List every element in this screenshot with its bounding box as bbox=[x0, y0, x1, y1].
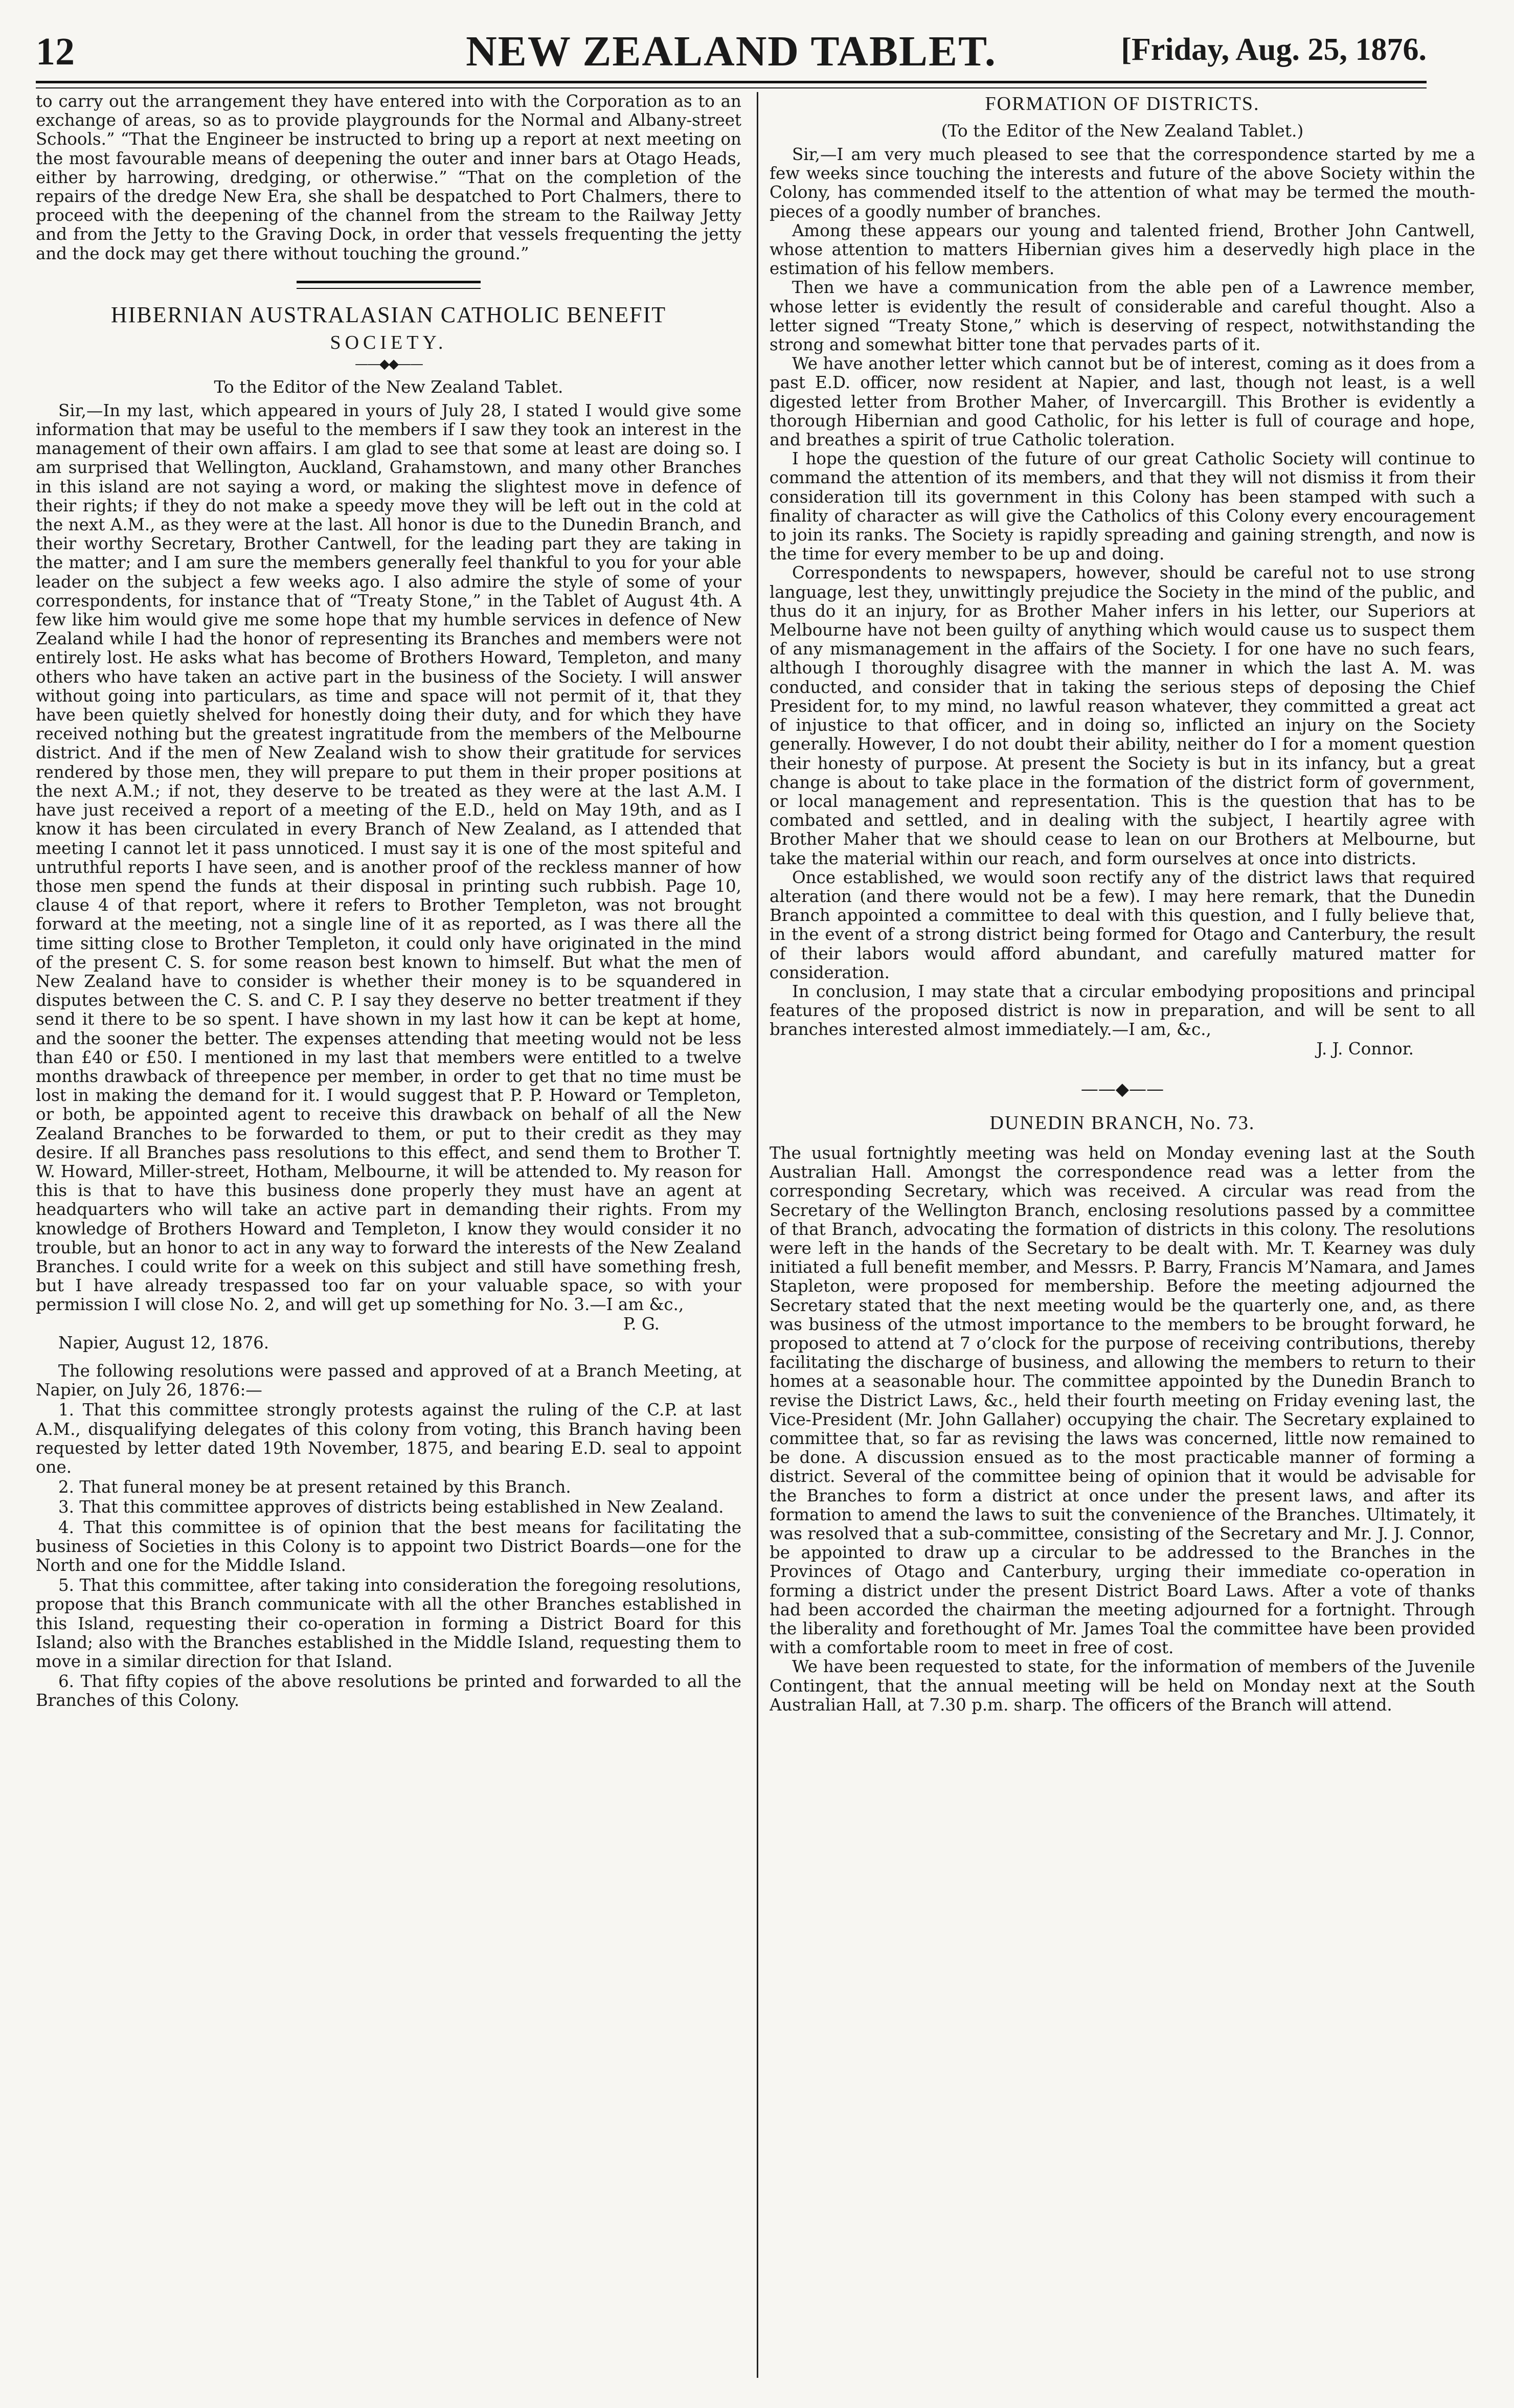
letter-paragraph: In conclusion, I may state that a circular embodying propositions and principal features of the proposed district is now in preparation, and will be sent to all branches interested almost immediately.—I am, &c., bbox=[770, 981, 1475, 1040]
ornament-divider: ——◆◆—— bbox=[355, 356, 422, 372]
page-number: 12 bbox=[36, 30, 75, 73]
article-heading-formation: FORMATION OF DISTRICTS. bbox=[985, 93, 1260, 115]
letter-paragraph: Then we have a communication from the able pen of a Lawrence member, whose letter is evidently the result of considerable and careful thought. Also a letter signed “Treaty Stone,” which is deserving of respect, notwithstanding the strong and somewhat bitter tone that pervades parts of it. bbox=[770, 278, 1475, 355]
article-heading-society: SOCIETY. bbox=[330, 331, 447, 353]
issue-date: [Friday, Aug. 25, 1876. bbox=[1121, 32, 1427, 67]
article-heading-hibernian: HIBERNIAN AUSTRALASIAN CATHOLIC BENEFIT bbox=[110, 302, 667, 327]
letter-paragraph: We have another letter which cannot but be of interest, coming as it does from a past E.D. officer, now resident at Napier, and last, though not least, is a well digested letter from Brother Maher, of Invercargill. This Brother is evidently a thorough Hibernian and good Catholic, for his letter is full of courage and hope, and breathes a spirit of true Catholic toleration. bbox=[770, 354, 1475, 450]
spacer bbox=[36, 1353, 741, 1362]
masthead-rule bbox=[36, 81, 1427, 88]
masthead bbox=[36, 20, 1427, 77]
resolution-item: 4. That this committee is of opinion that the best means for facilitating the business of Societies in this Colony is to appoint two District Boards—one for the North and one for the Middle Island. bbox=[36, 1517, 741, 1576]
to-editor-line: To the Editor of the New Zealand Tablet. bbox=[214, 376, 563, 397]
letter-dateline: Napier, August 12, 1876. bbox=[58, 1333, 269, 1353]
resolutions-intro: The following resolutions were passed and approved of at a Branch Meeting, at Napier, on July 26, 1876:— bbox=[36, 1361, 741, 1400]
letter-paragraph: Once established, we would soon rectify any of the district laws that required alteration (and there would not be a few). I may here remark, that the Dunedin Branch appointed a committee to deal with this question, and I fully believe that, in the event of a strong district being formed for Otago and Canterbury, the result of their labors would afford abundant, and carefully matured matter for consideration. bbox=[770, 867, 1475, 982]
to-editor-line: (To the Editor of the New Zealand Tablet.) bbox=[941, 121, 1304, 141]
resolution-item: 2. That funeral money be at present retained by this Branch. bbox=[58, 1477, 571, 1497]
letter-signature: J. J. Connor. bbox=[1316, 1039, 1414, 1059]
letter-paragraph: Sir,—I am very much pleased to see that the correspondence started by me a few weeks since touching the interests and future of the above Society within the Colony, has commended itself to the attention of what may be termed the mouth-pieces of a goodly number of branches. bbox=[770, 145, 1475, 221]
resolution-item: 6. That fifty copies of the above resolutions be printed and forwarded to all the Branches of this Colony. bbox=[36, 1672, 741, 1711]
resolution-item: 3. That this committee approves of districts being established in New Zealand. bbox=[58, 1497, 724, 1517]
letter-paragraph: Among these appears our young and talented friend, Brother John Cantwell, whose attention to matters Hibernian gives him a deservedly high place in the estimation of his fellow members. bbox=[770, 220, 1475, 279]
resolution-item: 5. That this committee, after taking into consideration the foregoing resolutions, propose that this Branch communicate with all the other Branches established in this Island, requesting their co-operation in forming a District Board for this Island; also with the Branches established in the Middle Island, requesting them to move in a similar direction for that Island. bbox=[36, 1576, 741, 1672]
letter-paragraph: Correspondents to newspapers, however, should be careful not to use strong language, lest they, unwittingly prejudice the Society in the mind of the public, and thus do it an injury, for as Brother Maher infers in his letter, our Superiors at Melbourne have not been guilty of anything which would cause us to suspect them of any mismanagement in the affairs of the Society. I for one have no such fears, although I thoroughly disagree with the manner in which the last A. M. was conducted, and consider that in taking the serious steps of deposing the Chief President for, to my mind, no lawful reason whatever, they committed a great act of injustice to that officer, and in doing so, inflicted an injury on the Society generally. However, I do not doubt their ability, neither do I for a moment question their honesty of purpose. At present the Society is but in its infancy, but a great change is about to take place in the formation of the district form of government, or local management and representation. This is the question that has to be combated and settled, and in dealing with the subject, I heartily agree with Brother Maher that we should cease to lean on our Brothers at Melbourne, but take the material within our reach, and form ourselves at once into districts. bbox=[770, 563, 1475, 868]
letter-signature: P. G. bbox=[623, 1314, 660, 1334]
continued-article-text: to carry out the arrangement they have entered into with the Corporation as to an exchange of areas, so as to provide playgrounds for the Normal and Albany-street Schools.” “That the Engineer be instructed to bring up a report at next meeting on the most favourable means of deepening the outer and inner bars at Otago Heads, either by harrowing, dredging, or otherwise.” “That on the completion of the repairs of the dredge New Era, she shall be despatched to Port Chalmers, there to proceed with the deepening of the channel from the stream to the Railway Jetty and from the Jetty to the Graving Dock, in order that vessels frequenting the jetty and the dock may get there without touching the ground.” bbox=[36, 92, 741, 263]
column-divider bbox=[757, 92, 758, 2378]
letter-body: Sir,—In my last, which appeared in yours of July 28, I stated I would give some information that may be useful to the members if I saw they took an interest in the management of their own affairs. I am glad to see that some at least are doing so. I am surprised that Wellington, Auckland, Grahamstown, and many other Branches in this island are not saying a word, or making the slightest move in defence of their rights; if they do not make a speedy move they will be left out in the cold at the next A.M., as they were at the last. All honor is due to the Dunedin Branch, and their worthy Secretary, Brother Cantwell, for the leading part they are taking in the matter; and I am sure the members generally feel thankful to you for your able leader on the subject a few weeks ago. I also admire the style of some of your correspondents, for instance that of “Treaty Stone,” in the Tablet of August 4th. A few like him would give me some hope that my humble services in defence of New Zealand while I had the honor of representing its Branches and members were not entirely lost. He asks what has become of Brothers Howard, Templeton, and many others who have taken an active part in the business of the Society. I will answer without going into particulars, as time and space will not permit of it, that they have been quietly shelved for honestly doing their duty, and for which they have received nothing but the greatest ingratitude from the members of the Melbourne district. And if the men of New Zealand wish to show their gratitude for services rendered by those men, they will prepare to put them in their proper positions at the next A.M.; if not, they deserve to be treated as they were at the last A.M. I have just received a report of a meeting of the E.D., held on May 19th, and as I know it has been circulated in every Branch of New Zealand, as I attended that meeting I cannot let it pass unnoticed. I must say it is one of the most spiteful and untruthful reports I have seen, and is another proof of the reckless manner of how those men spend the funds at their disposal in printing such rubbish. Page 10, clause 4 of that report, where it refers to Brother Templeton, was not brought forward at the meeting, not a single line of it as reported, as I was there all the time sitting close to Brother Templeton, it could only have originated in the mind of the present C. S. for some reason best known to himself. But what the men of New Zealand have to consider is whether their money is to be squandered in disputes between the C. S. and C. P. I say they deserve no better treatment if they send it there to be so spent. I have shown in my last how it can be kept at home, and the sooner the better. The expenses attending that meeting would not be less than £40 or £50. I mentioned in my last that members were entitled to a twelve months drawback of threepence per member, in order to get that no time must be lost in making the demand for it. I would suggest that P. P. Howard or Templeton, or both, be appointed agent to receive this drawback on behalf of all the New Zealand Branches to be forwarded to them, or put to their credit as they may desire. If all Branches pass resolutions to this effect, and send them to Brother T. W. Howard, Miller-street, Hotham, Melbourne, it will be attended to. My reason for this is that to have this business done properly they must have an agent at headquarters who will take an active part in demanding their rights. From my knowledge of Brothers Howard and Templeton, I know they would consider it no trouble, but an honor to act in any way to forward the interests of the New Zealand Branches. I could write for a week on this subject and still have something fresh, but I have already trespassed too far on your valuable space, so with your permission I will close No. 2, and will get up something for No. 3.—I am &c., bbox=[36, 400, 741, 1315]
right-column bbox=[770, 92, 1475, 2378]
branch-report-paragraph: We have been requested to state, for the information of members of the Juvenile Contingent, that the annual meeting will be held on Monday next at the South Australian Hall, at 7.30 p.m. sharp. The officers of the Branch will attend. bbox=[770, 1657, 1475, 1715]
article-heading-dunedin: DUNEDIN BRANCH, No. 73. bbox=[989, 1112, 1255, 1134]
section-rule bbox=[297, 281, 481, 289]
ornament-divider: ——◆—— bbox=[1080, 1078, 1164, 1099]
letter-paragraph: I hope the question of the future of our great Catholic Society will continue to command the attention of its members, and that they will not dismiss it from their consideration till its government in this Colony has been stamped with such a finality of character as will give the Catholics of this Colony every encouragement to join its ranks. The Society is rapidly spreading and gaining strength, and now is the time for every member to be up and doing. bbox=[770, 449, 1475, 564]
left-column bbox=[36, 92, 741, 2378]
spacer bbox=[770, 1135, 1475, 1144]
resolution-item: 1. That this committee strongly protests against the ruling of the C.P. at last A.M., disqualifying delegates of this colony from voting, this Branch having been requested by letter dated 19th November, 1875, and bearing E.D. seal to appoint one. bbox=[36, 1400, 741, 1477]
newspaper-title: NEW ZEALAND TABLET. bbox=[466, 28, 997, 75]
branch-report-paragraph: The usual fortnightly meeting was held on Monday evening last at the South Australian Hall. Amongst the correspondence read was a letter from the corresponding Secretary, which was received. A circular was read from the Secretary of the Wellington Branch, enclosing resolutions passed by a committee of that Branch, advocating the formation of districts in this colony. The resolutions were left in the hands of the Secretary to be dealt with. Mr. T. Kearney was duly initiated a full benefit member, and Messrs. P. Barry, Francis M’Namara, and James Stapleton, were proposed for membership. Before the meeting adjourned the Secretary stated that the next meeting would be the quarterly one, and, as there was business of the utmost importance to the members to be brought forward, he proposed to attend at 7 o’clock for the purpose of receiving contributions, thereby facilitating the discharge of business, and allowing the members to return to their homes at a seasonable hour. The committee appointed by the Dunedin Branch to revise the District Laws, &c., held their fourth meeting on Friday evening last, the Vice-President (Mr. John Gallaher) occupying the chair. The Secretary explained to committee that, so far as revising the laws was concerned, little now remained to be done. A discussion ensued as to the most practicable manner of forming a district. Several of the committee being of opinion that it would be advisable for the Branches to form a district at once under the present laws, and after its formation to amend the laws to suit the convenience of the Branches. Ultimately, it was resolved that a sub-committee, consisting of the Secretary and Mr. J. J. Connor, be appointed to draw up a circular to be addressed to the Branches in the Provinces of Otago and Canterbury, urging their immediate co-operation in forming a district under the present District Board Laws. After a vote of thanks had been accorded the chairman the meeting adjourned for a fortnight. Through the liberality and forethought of Mr. James Toal the committee have been provided with a comfortable room to meet in free of cost. bbox=[770, 1143, 1475, 1658]
